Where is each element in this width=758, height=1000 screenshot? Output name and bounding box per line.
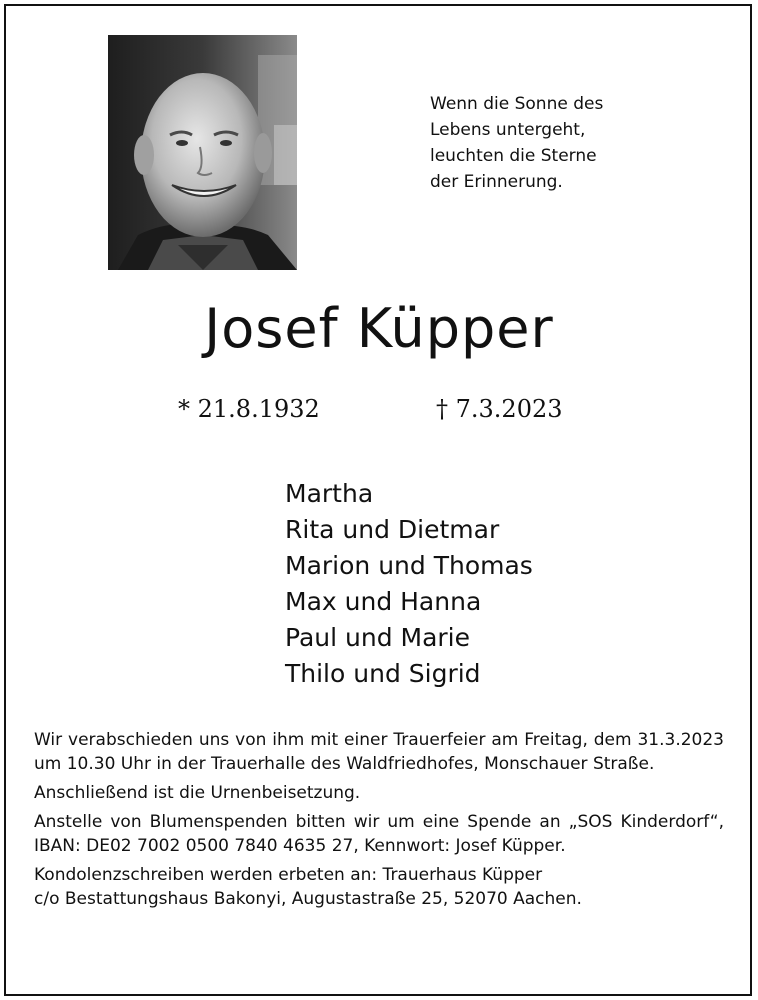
mourner-entry: Max und Hanna — [285, 587, 482, 616]
notice-text — [34, 728, 724, 911]
condolence-paragraph — [34, 863, 724, 911]
mourner-entry: Paul und Marie — [285, 623, 471, 652]
mourner-entry: Martha — [285, 479, 374, 508]
mourner-entry: Marion und Thomas — [285, 551, 533, 580]
death-date: † 7.3.2023 — [436, 395, 563, 423]
deceased-name: Josef Küpper — [204, 297, 554, 360]
mourner-entry: Rita und Dietmar — [285, 515, 500, 544]
portrait-photo — [108, 35, 297, 270]
quote-line: Wenn die Sonne des — [430, 94, 604, 114]
birth-date: * 21.8.1932 — [178, 395, 320, 423]
mourners-list — [285, 476, 533, 692]
quote-line: leuchten die Sterne — [430, 146, 597, 166]
mourner-entry: Thilo und Sigrid — [285, 659, 481, 688]
memorial-quote — [430, 91, 670, 195]
condolence-line-1: Kondolenzschreiben werden erbeten an: Trauerhaus Küpper — [34, 865, 543, 885]
quote-line: der Erinnerung. — [430, 172, 563, 192]
burial-paragraph: Anschließend ist die Urnenbeisetzung. — [34, 783, 361, 803]
quote-line: Lebens untergeht, — [430, 120, 586, 140]
ceremony-paragraph: Wir verabschieden uns von ihm mit einer Trauerfeier am Freitag, dem 31.3.2023 um 10.30 Uhr in der Trauerhalle des Waldfriedhofes, Monschauer Straße. — [34, 730, 724, 774]
condolence-line-2: c/o Bestattungshaus Bakonyi, Augustastraße 25, 52070 Aachen. — [34, 889, 582, 909]
portrait-image — [108, 35, 297, 270]
donation-paragraph: Anstelle von Blumenspenden bitten wir um eine Spende an „SOS Kinderdorf“, IBAN: DE02 7002 0500 7840 4635 27, Kennwort: Josef Küpper. — [34, 812, 724, 856]
